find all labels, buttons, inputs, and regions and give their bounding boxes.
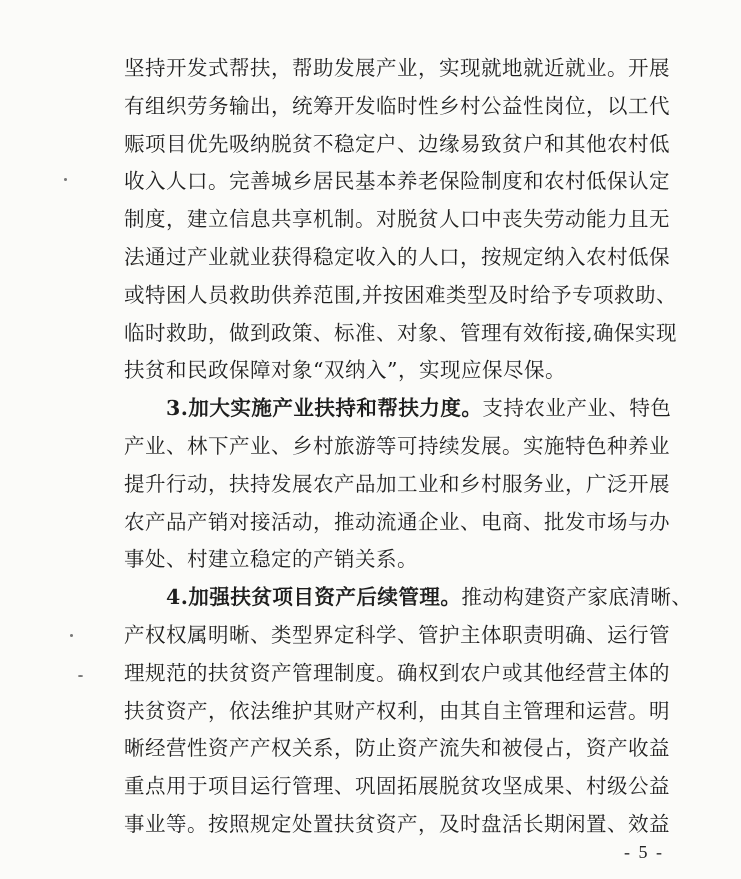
- text-line: 提升行动，扶持发展农产品加工业和乡村服务业，广泛开展: [124, 471, 670, 496]
- scan-speck: [64, 178, 67, 181]
- text-line: 理规范的扶贫资产管理制度。确权到农户或其他经营主体的: [124, 660, 670, 685]
- text-line: 事业等。按照规定处置扶贫资产，及时盘活长期闲置、效益: [124, 811, 670, 836]
- text-line: 法通过产业就业获得稳定收入的人口，按规定纳入农村低保: [124, 244, 670, 269]
- text-line: 有组织劳务输出，统筹开发临时性乡村公益性岗位，以工代: [124, 93, 670, 118]
- paragraph-1: [124, 50, 678, 390]
- section-4-first-line-text: 推动构建资产家底清晰、: [461, 585, 693, 610]
- body-text: [124, 50, 693, 844]
- text-line: 扶贫资产，依法维护其财产权利，由其自主管理和运营。明: [124, 698, 670, 723]
- scan-speck: [70, 634, 73, 637]
- section-4-first-line: [124, 579, 693, 617]
- text-line: 农产品产销对接活动，推动流通企业、电商、批发市场与办: [124, 509, 670, 534]
- text-line: 赈项目优先吸纳脱贫不稳定户、边缘易致贫户和其他农村低: [124, 131, 670, 156]
- section-3: [124, 390, 672, 579]
- section-3-first-line-text: 支持农业产业、特色: [482, 396, 672, 421]
- text-line: 事处、村建立稳定的产销关系。: [124, 547, 418, 572]
- scan-speck: [78, 675, 83, 677]
- text-line: 坚持开发式帮扶，帮助发展产业，实现就地就近就业。开展: [124, 56, 670, 80]
- section-3-first-line: [124, 390, 672, 428]
- text-line: 制度，建立信息共享机制。对脱贫人口中丧失劳动能力且无: [124, 207, 670, 232]
- text-line: 收入人口。完善城乡居民基本养老保险制度和农村低保认定: [124, 169, 670, 194]
- text-line: 晰经营性资产产权关系，防止资产流失和被侵占，资产收益: [124, 736, 670, 761]
- text-line: 临时救助，做到政策、标准、对象、管理有效衔接,确保实现: [124, 320, 678, 345]
- section-4-heading: 4.加强扶贫项目资产后续管理。: [166, 585, 462, 610]
- page-number: - 5 -: [624, 842, 664, 862]
- text-line: 重点用于项目运行管理、巩固拓展脱贫攻坚成果、村级公益: [124, 774, 670, 799]
- text-line: 扶贫和民政保障对象“双纳入”，实现应保尽保。: [124, 358, 566, 383]
- text-line: 产业、林下产业、乡村旅游等可持续发展。实施特色种养业: [124, 433, 670, 458]
- text-line: 或特困人员救助供养范围,并按困难类型及时给予专项救助、: [124, 282, 678, 307]
- section-4: [124, 579, 693, 844]
- text-line: 产权权属明晰、类型界定科学、管护主体职责明确、运行管: [124, 622, 670, 647]
- section-3-heading: 3.加大实施产业扶持和帮扶力度。: [166, 396, 483, 421]
